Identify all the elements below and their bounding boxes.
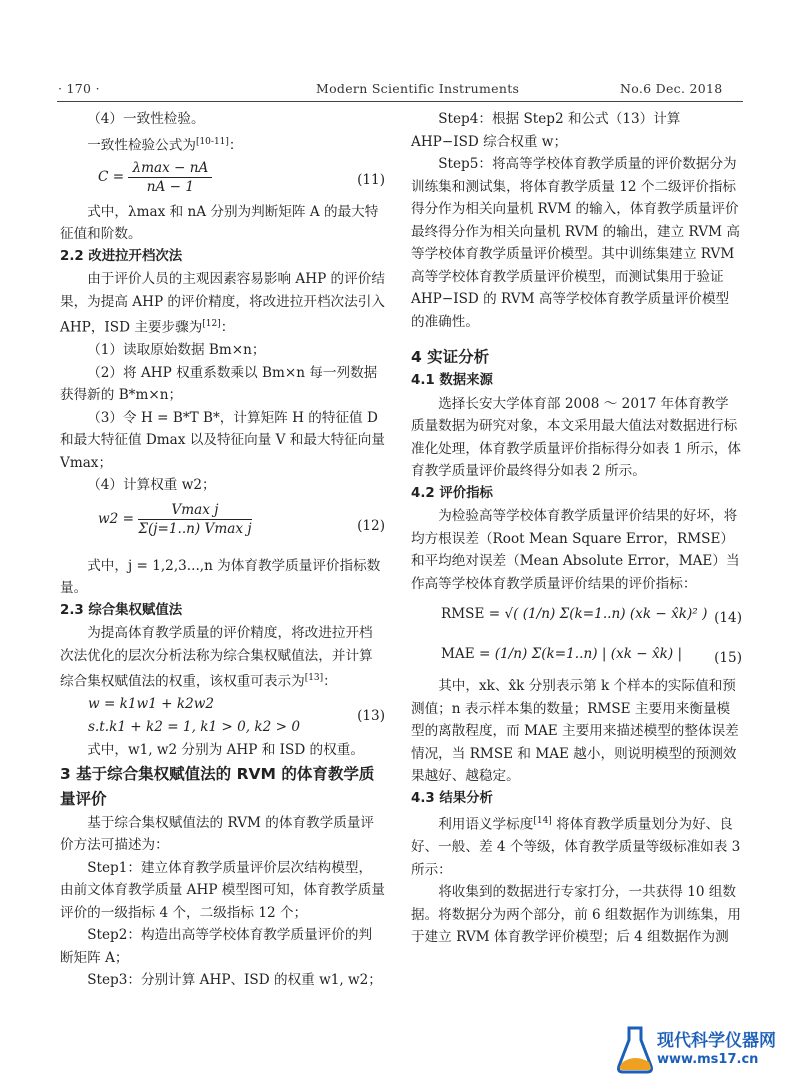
paragraph: Step1：建立体育教学质量评价层次结构模型，由前文体育教学质量 AHP 模型图可知，体育教学质量评价的一级指标 4 个，二级指标 12 个； xyxy=(60,859,385,921)
list-item: （4）计算权重 w2； xyxy=(87,477,216,494)
equation-15: MAE = (1/n) Σ(k=1..n) | (xk − x̂k) | (15) xyxy=(411,635,742,675)
journal-name: Modern Scientific Instruments xyxy=(316,81,520,96)
paragraph: 为检验高等学校体育教学质量评价结果的好坏，将均方根误差（Root Mean Square Error，RMSE）和平均绝对误差（Mean Absolute Error，MAE）当作高等学校体育教学质量评价结果的评价指标： xyxy=(411,508,740,592)
right-column xyxy=(411,108,742,949)
section-heading: 2.2 改进拉开档次法 xyxy=(60,248,183,264)
watermark-url: www.ms17.cn xyxy=(657,1052,759,1067)
equation-12: w2 = $\frac{\text{Vmax j}}{\text{Σ(j=1..n) Vmax j}}$ (12) xyxy=(98,501,385,537)
equation-number: (12) xyxy=(357,517,385,534)
paragraph: Step4：根据 Step2 和公式（13）计算 AHP−ISD 综合权重 w； xyxy=(411,111,681,150)
list-item: （2）将 AHP 权重系数乘以 Bm×n 每一列数据获得新的 B*m×n； xyxy=(60,364,378,404)
section-heading: 4 实证分析 xyxy=(411,348,490,366)
equation-11: C = $\frac{\lambda\max - nA}{nA - 1}$ (11) xyxy=(98,159,385,195)
paragraph: （4）一致性检验。 xyxy=(87,111,205,127)
paragraph: 式中，j = 1,2,3...,n 为体育教学质量评价指标数量。 xyxy=(60,557,381,597)
paragraph: Step5：将高等学校体育教学质量的评价数据分为训练集和测试集，将体育教学质量 12 个二级评价指标得分作为相关向量机 RVM 的输入，体育教学质量评价最终得分作为相关向量机 RVM 的输出，建立 RVM 高等学校体育教学质量评价模型。其中训练集建立 RVM 高等学校体育教学质量评价模型，而测试集用于验证 AHP−ISD 的 RVM 高等学校体育教学质量评价模型的准确性。 xyxy=(411,156,740,330)
section-heading: 4.3 结果分析 xyxy=(411,790,493,806)
watermark-title: 现代科学仪器网 xyxy=(657,1031,776,1051)
section-heading: 2.3 综合集权赋值法 xyxy=(60,602,183,618)
paragraph: 选择长安大学体育部 2008 ～ 2017 年体育教学质量数据为研究对象，本文采用最大值法对数据进行标准化处理，体育教学质量评价指标得分如表 1 所示，体育教学质量评价最终得分如表 2 所示。 xyxy=(411,395,741,479)
list-item: （3）令 H = B*T B*，计算矩阵 H 的特征值 D 和最大特征值 Dmax 以及特征向量 V 和最大特征向量 Vmax； xyxy=(60,409,385,471)
paragraph: 式中，w1, w2 分别为 AHP 和 ISD 的权重。 xyxy=(87,742,364,759)
equation-number: (11) xyxy=(357,171,385,188)
citation: [10-11] xyxy=(195,136,229,147)
paragraph: 为提高体育教学质量的评价精度，将改进拉开档次法优化的层次分析法称为综合集权赋值法，并计算综合集权赋值法的权重，该权重可表示为[13]： xyxy=(60,625,373,690)
left-column xyxy=(60,108,385,992)
paragraph: 其中，xk、x̂k 分别表示第 k 个样本的实际值和预测值；n 表示样本集的数量；RMSE 主要用来衡量模型的离散程度，而 MAE 主要用来描述模型的整体误差情况，当 RMSE 和 MAE 越小，则说明模型的预测效果越好、越稳定。 xyxy=(411,678,739,784)
paragraph: 将收集到的数据进行专家打分，一共获得 10 组数据。将数据分为两个部分，前 6 组数据作为训练集，用于建立 RVM 体育教学评价模型；后 4 组数据作为测 xyxy=(411,884,741,946)
paragraph: 式中，λmax 和 nA 分别为判断矩阵 A 的最大特征值和阶数。 xyxy=(60,203,379,243)
section-heading: 4.2 评价指标 xyxy=(411,485,493,501)
equation-number: (15) xyxy=(714,650,742,666)
section-heading: 3 基于综合集权赋值法的 RVM 的体育教学质量评价 xyxy=(60,764,375,808)
list-item: （1）读取原始数据 Bm×n； xyxy=(87,342,266,359)
paragraph: 由于评价人员的主观因素容易影响 AHP 的评价结果，为提高 AHP 的评价精度，将改进拉开档次法引入 AHP，ISD 主要步骤为[12]： xyxy=(60,271,385,336)
header-rule xyxy=(57,101,743,102)
equation-13: w = k1w1 + k2w2 s.t.k1 + k2 = 1, k1 > 0, k2 > 0 (13) xyxy=(88,696,385,735)
paragraph: 基于综合集权赋值法的 RVM 的体育教学质量评价方法可描述为： xyxy=(60,814,375,854)
issue-info: No.6 Dec. 2018 xyxy=(620,81,723,96)
paragraph: Step3：分别计算 AHP、ISD 的权重 w1, w2； xyxy=(87,972,382,989)
page-number: · 170 · xyxy=(58,81,100,96)
citation: [14] xyxy=(533,816,552,826)
paragraph: 利用语义学标度[14] 将体育教学质量划分为好、良好、一般、差 4 个等级，体育教学质量等级标准如表 3 所示： xyxy=(411,816,741,878)
paragraph: Step2：构造出高等学校体育教学质量评价的判断矩阵 A； xyxy=(60,927,373,966)
equation-number: (13) xyxy=(357,708,385,725)
watermark-logo xyxy=(615,1020,795,1080)
citation: [12] xyxy=(202,319,221,330)
equation-number: (14) xyxy=(714,610,742,626)
section-heading: 4.1 数据来源 xyxy=(411,373,493,388)
equation-14: RMSE = √( (1/n) Σ(k=1..n) (xk − x̂k)² ) (14) xyxy=(411,595,742,635)
paragraph: 一致性检验公式为[10-11]： xyxy=(87,136,243,154)
flask-icon xyxy=(615,1024,655,1074)
citation: [13] xyxy=(304,673,324,684)
